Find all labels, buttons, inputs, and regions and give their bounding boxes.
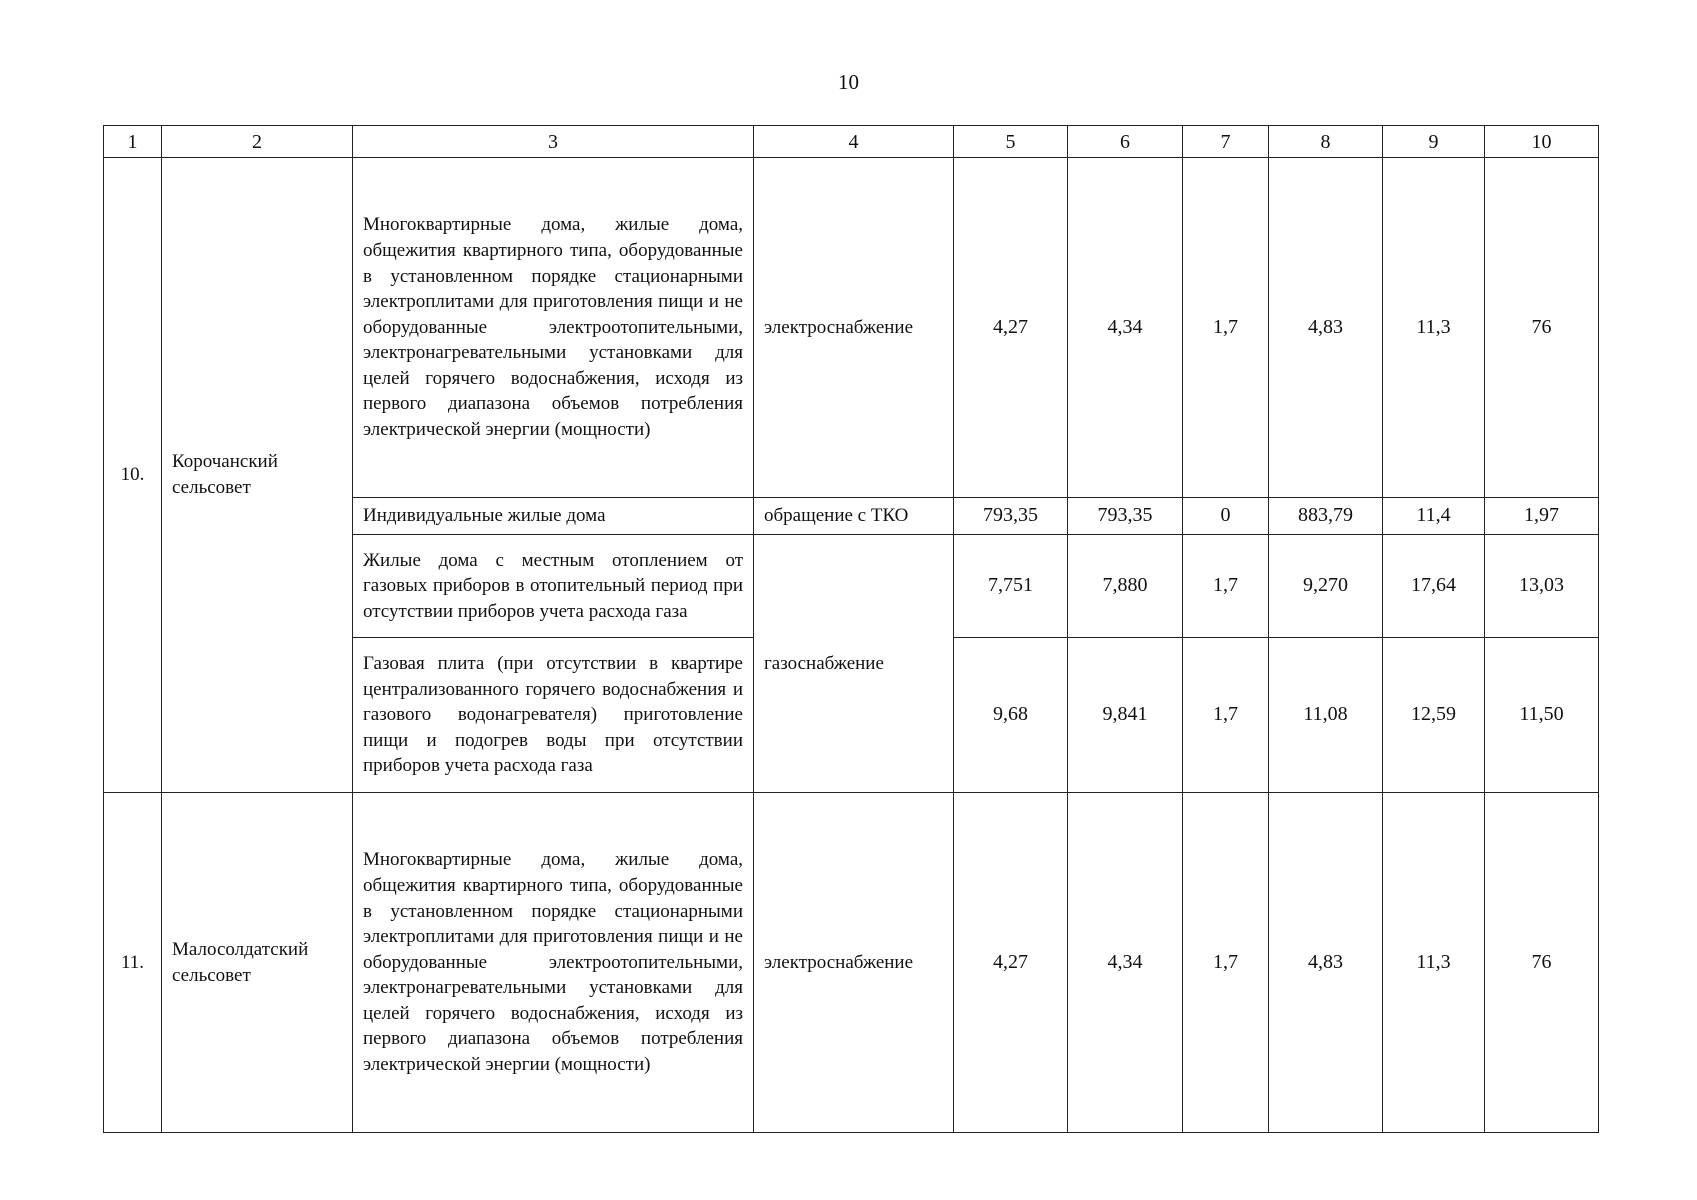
value-col-10: 76	[1485, 158, 1599, 498]
settlement-name: Корочанский сельсовет	[162, 158, 353, 793]
col-header-9: 9	[1383, 126, 1485, 158]
col-header-2: 2	[162, 126, 353, 158]
housing-description	[353, 535, 754, 638]
housing-description-text: Жилые дома с местным отоплением от газовых приборов в отопительный период при отсутствии приборов учета расхода газа	[363, 549, 743, 622]
value-col-8: 9,270	[1269, 535, 1383, 638]
housing-description	[353, 793, 754, 1133]
value-col-9: 11,4	[1383, 498, 1485, 535]
value-col-9: 11,3	[1383, 793, 1485, 1133]
value-col-6: 793,35	[1068, 498, 1183, 535]
value-col-9: 12,59	[1383, 638, 1485, 793]
col-header-1: 1	[104, 126, 162, 158]
value-col-9: 11,3	[1383, 158, 1485, 498]
col-header-6: 6	[1068, 126, 1183, 158]
service-type: электроснабжение	[754, 158, 954, 498]
col-header-5: 5	[954, 126, 1068, 158]
housing-description	[353, 158, 754, 498]
row-number: 10.	[104, 158, 162, 793]
table-header-row	[104, 126, 1599, 158]
housing-description-text: Индивидуальные жилые дома	[363, 505, 606, 527]
value-col-9: 17,64	[1383, 535, 1485, 638]
value-col-5: 4,27	[954, 793, 1068, 1133]
value-col-7: 1,7	[1183, 535, 1269, 638]
col-header-3: 3	[353, 126, 754, 158]
value-col-5: 9,68	[954, 638, 1068, 793]
value-col-8: 883,79	[1269, 498, 1383, 535]
value-col-6: 7,880	[1068, 535, 1183, 638]
value-col-10: 1,97	[1485, 498, 1599, 535]
value-col-7: 0	[1183, 498, 1269, 535]
value-col-10: 13,03	[1485, 535, 1599, 638]
value-col-7: 1,7	[1183, 793, 1269, 1133]
value-col-10: 76	[1485, 793, 1599, 1133]
housing-description	[353, 638, 754, 793]
value-col-7: 1,7	[1183, 158, 1269, 498]
table-row	[104, 158, 1599, 498]
housing-description-text: Многоквартирные дома, жилые дома, общежития квартирного типа, оборудованные в установленном порядке стационарными электроплитами для приготовления пищи и не оборудованные электроотопительными, электронагревательными установками для целей горячего водоснабжения, исходя из первого диапазона объемов потребления электрической энергии (мощности)	[363, 849, 743, 1076]
value-col-8: 4,83	[1269, 793, 1383, 1133]
housing-description	[353, 498, 754, 535]
housing-description-text: Многоквартирные дома, жилые дома, общежития квартирного типа, оборудованные в установленном порядке стационарными электроплитами для приготовления пищи и не оборудованные электроотопительными, электронагревательными установками для целей горячего водоснабжения, исходя из первого диапазона объемов потребления электрической энергии (мощности)	[363, 214, 743, 441]
row-number: 11.	[104, 793, 162, 1133]
tariff-table	[103, 125, 1599, 1133]
col-header-4: 4	[754, 126, 954, 158]
col-header-8: 8	[1269, 126, 1383, 158]
table-row	[104, 793, 1599, 1133]
value-col-5: 4,27	[954, 158, 1068, 498]
col-header-7: 7	[1183, 126, 1269, 158]
page-number: 10	[838, 70, 859, 94]
value-col-6: 4,34	[1068, 793, 1183, 1133]
housing-description-text: Газовая плита (при отсутствии в квартире централизованного горячего водоснабжения и газового водонагревателя) приготовление пищи и подогрев воды при отсутствии приборов учета расхода газа	[363, 653, 743, 777]
settlement-name: Малосолдатский сельсовет	[162, 793, 353, 1133]
value-col-6: 4,34	[1068, 158, 1183, 498]
service-type: газоснабжение	[754, 535, 954, 793]
value-col-5: 7,751	[954, 535, 1068, 638]
value-col-7: 1,7	[1183, 638, 1269, 793]
value-col-8: 11,08	[1269, 638, 1383, 793]
value-col-6: 9,841	[1068, 638, 1183, 793]
service-type: обращение с ТКО	[754, 498, 954, 535]
service-type: электроснабжение	[754, 793, 954, 1133]
col-header-10: 10	[1485, 126, 1599, 158]
value-col-10: 11,50	[1485, 638, 1599, 793]
value-col-5: 793,35	[954, 498, 1068, 535]
value-col-8: 4,83	[1269, 158, 1383, 498]
